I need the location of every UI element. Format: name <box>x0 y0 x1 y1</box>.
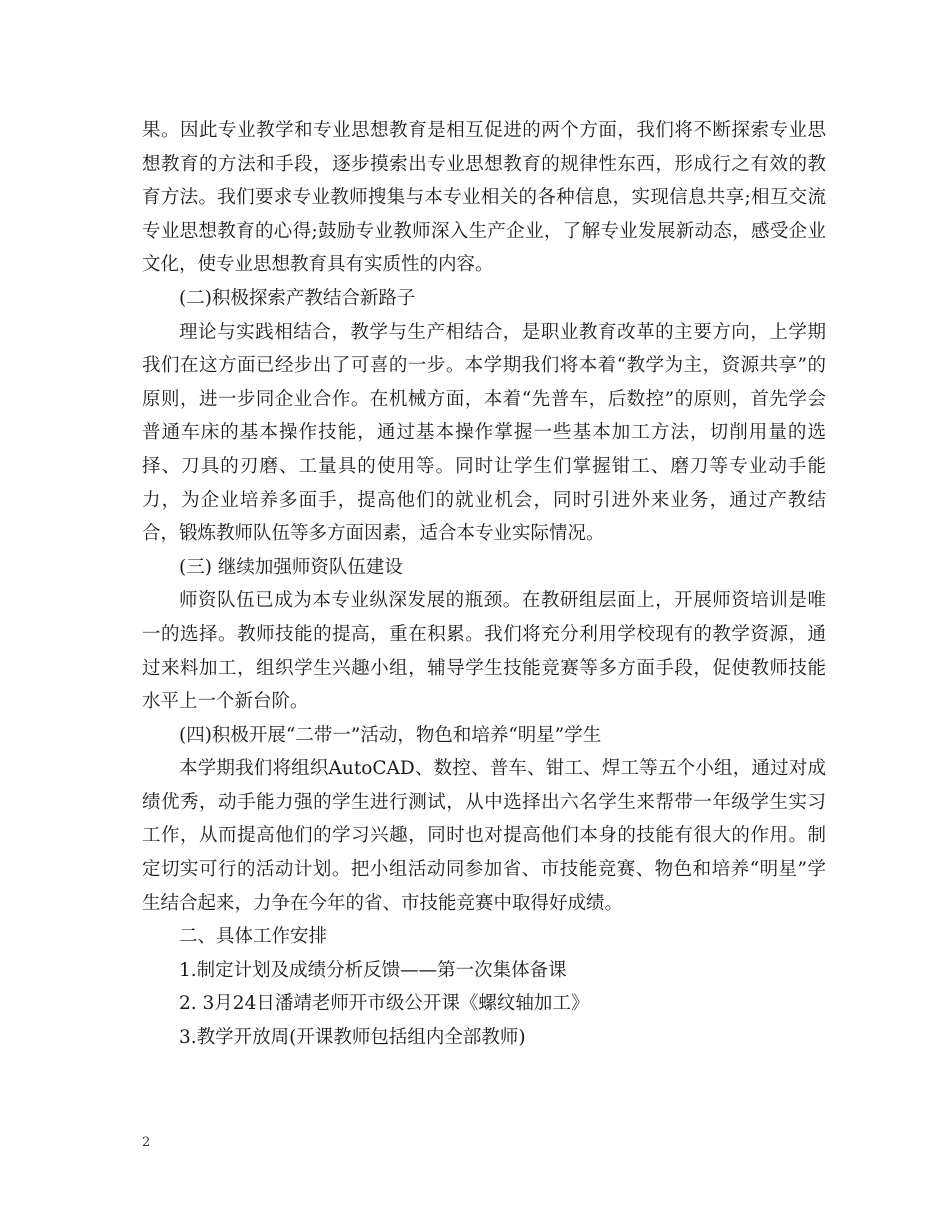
paragraph-p1: 果。因此专业教学和专业思想教育是相互促进的两个方面，我们将不断探索专业思想教育的方法和手段，逐步摸索出专业思想教育的规律性东西，形成行之有效的教育方法。我们要求专业教师搜集与本专业相关的各种信息，实现信息共享;相互交流专业思想教育的心得;鼓励专业教师深入生产企业，了解专业发展新动态，感受企业文化，使专业思想教育具有实质性的内容。 <box>142 120 826 276</box>
list-item-2: 2. 3月24日潘靖老师开市级公开课《螺纹轴加工》 <box>179 993 590 1015</box>
heading-work-arrangement: 二、具体工作安排 <box>179 926 328 948</box>
page-number: 2 <box>142 1135 151 1150</box>
heading-section-3: (三) 继续加强师资队伍建设 <box>179 556 403 578</box>
body-text <box>142 114 826 1055</box>
heading-section-4: (四)积极开展“二带一”活动，物色和培养“明星”学生 <box>179 724 602 746</box>
heading-section-2: (二)积极探索产教结合新路子 <box>179 287 416 309</box>
paragraph-p4: 本学期我们将组织AutoCAD、数控、普车、钳工、焊工等五个小组，通过对成绩优秀，动手能力强的学生进行测试，从中选择出六名学生来帮带一年级学生实习工作，从而提高他们的学习兴趣，同时也对提高他们本身的技能有很大的作用。制定切实可行的活动计划。把小组活动同参加省、市技能竞赛、物色和培养“明星”学生结合起来，力争在今年的省、市技能竞赛中取得好成绩。 <box>142 758 826 914</box>
list-item-1: 1.制定计划及成绩分析反馈——第一次集体备课 <box>179 959 567 981</box>
list-item-3: 3.教学开放周(开课教师包括组内全部教师) <box>179 1027 526 1049</box>
paragraph-p3: 师资队伍已成为本专业纵深发展的瓶颈。在教研组层面上，开展师资培训是唯一的选择。教师技能的提高，重在积累。我们将充分利用学校现有的教学资源，通过来料加工，组织学生兴趣小组，辅导学生技能竞赛等多方面手段，促使教师技能水平上一个新台阶。 <box>142 590 826 713</box>
paragraph-p2: 理论与实践相结合，教学与生产相结合，是职业教育改革的主要方向，上学期我们在这方面已经步出了可喜的一步。本学期我们将本着“教学为主，资源共享”的原则，进一步同企业合作。在机械方面，本着“先普车，后数控”的原则，首先学会普通车床的基本操作技能，通过基本操作掌握一些基本加工方法，切削用量的选择、刀具的刃磨、工量具的使用等。同时让学生们掌握钳工、磨刀等专业动手能力，为企业培养多面手，提高他们的就业机会，同时引进外来业务，通过产教结合，锻炼教师队伍等多方面因素，适合本专业实际情况。 <box>142 321 826 545</box>
